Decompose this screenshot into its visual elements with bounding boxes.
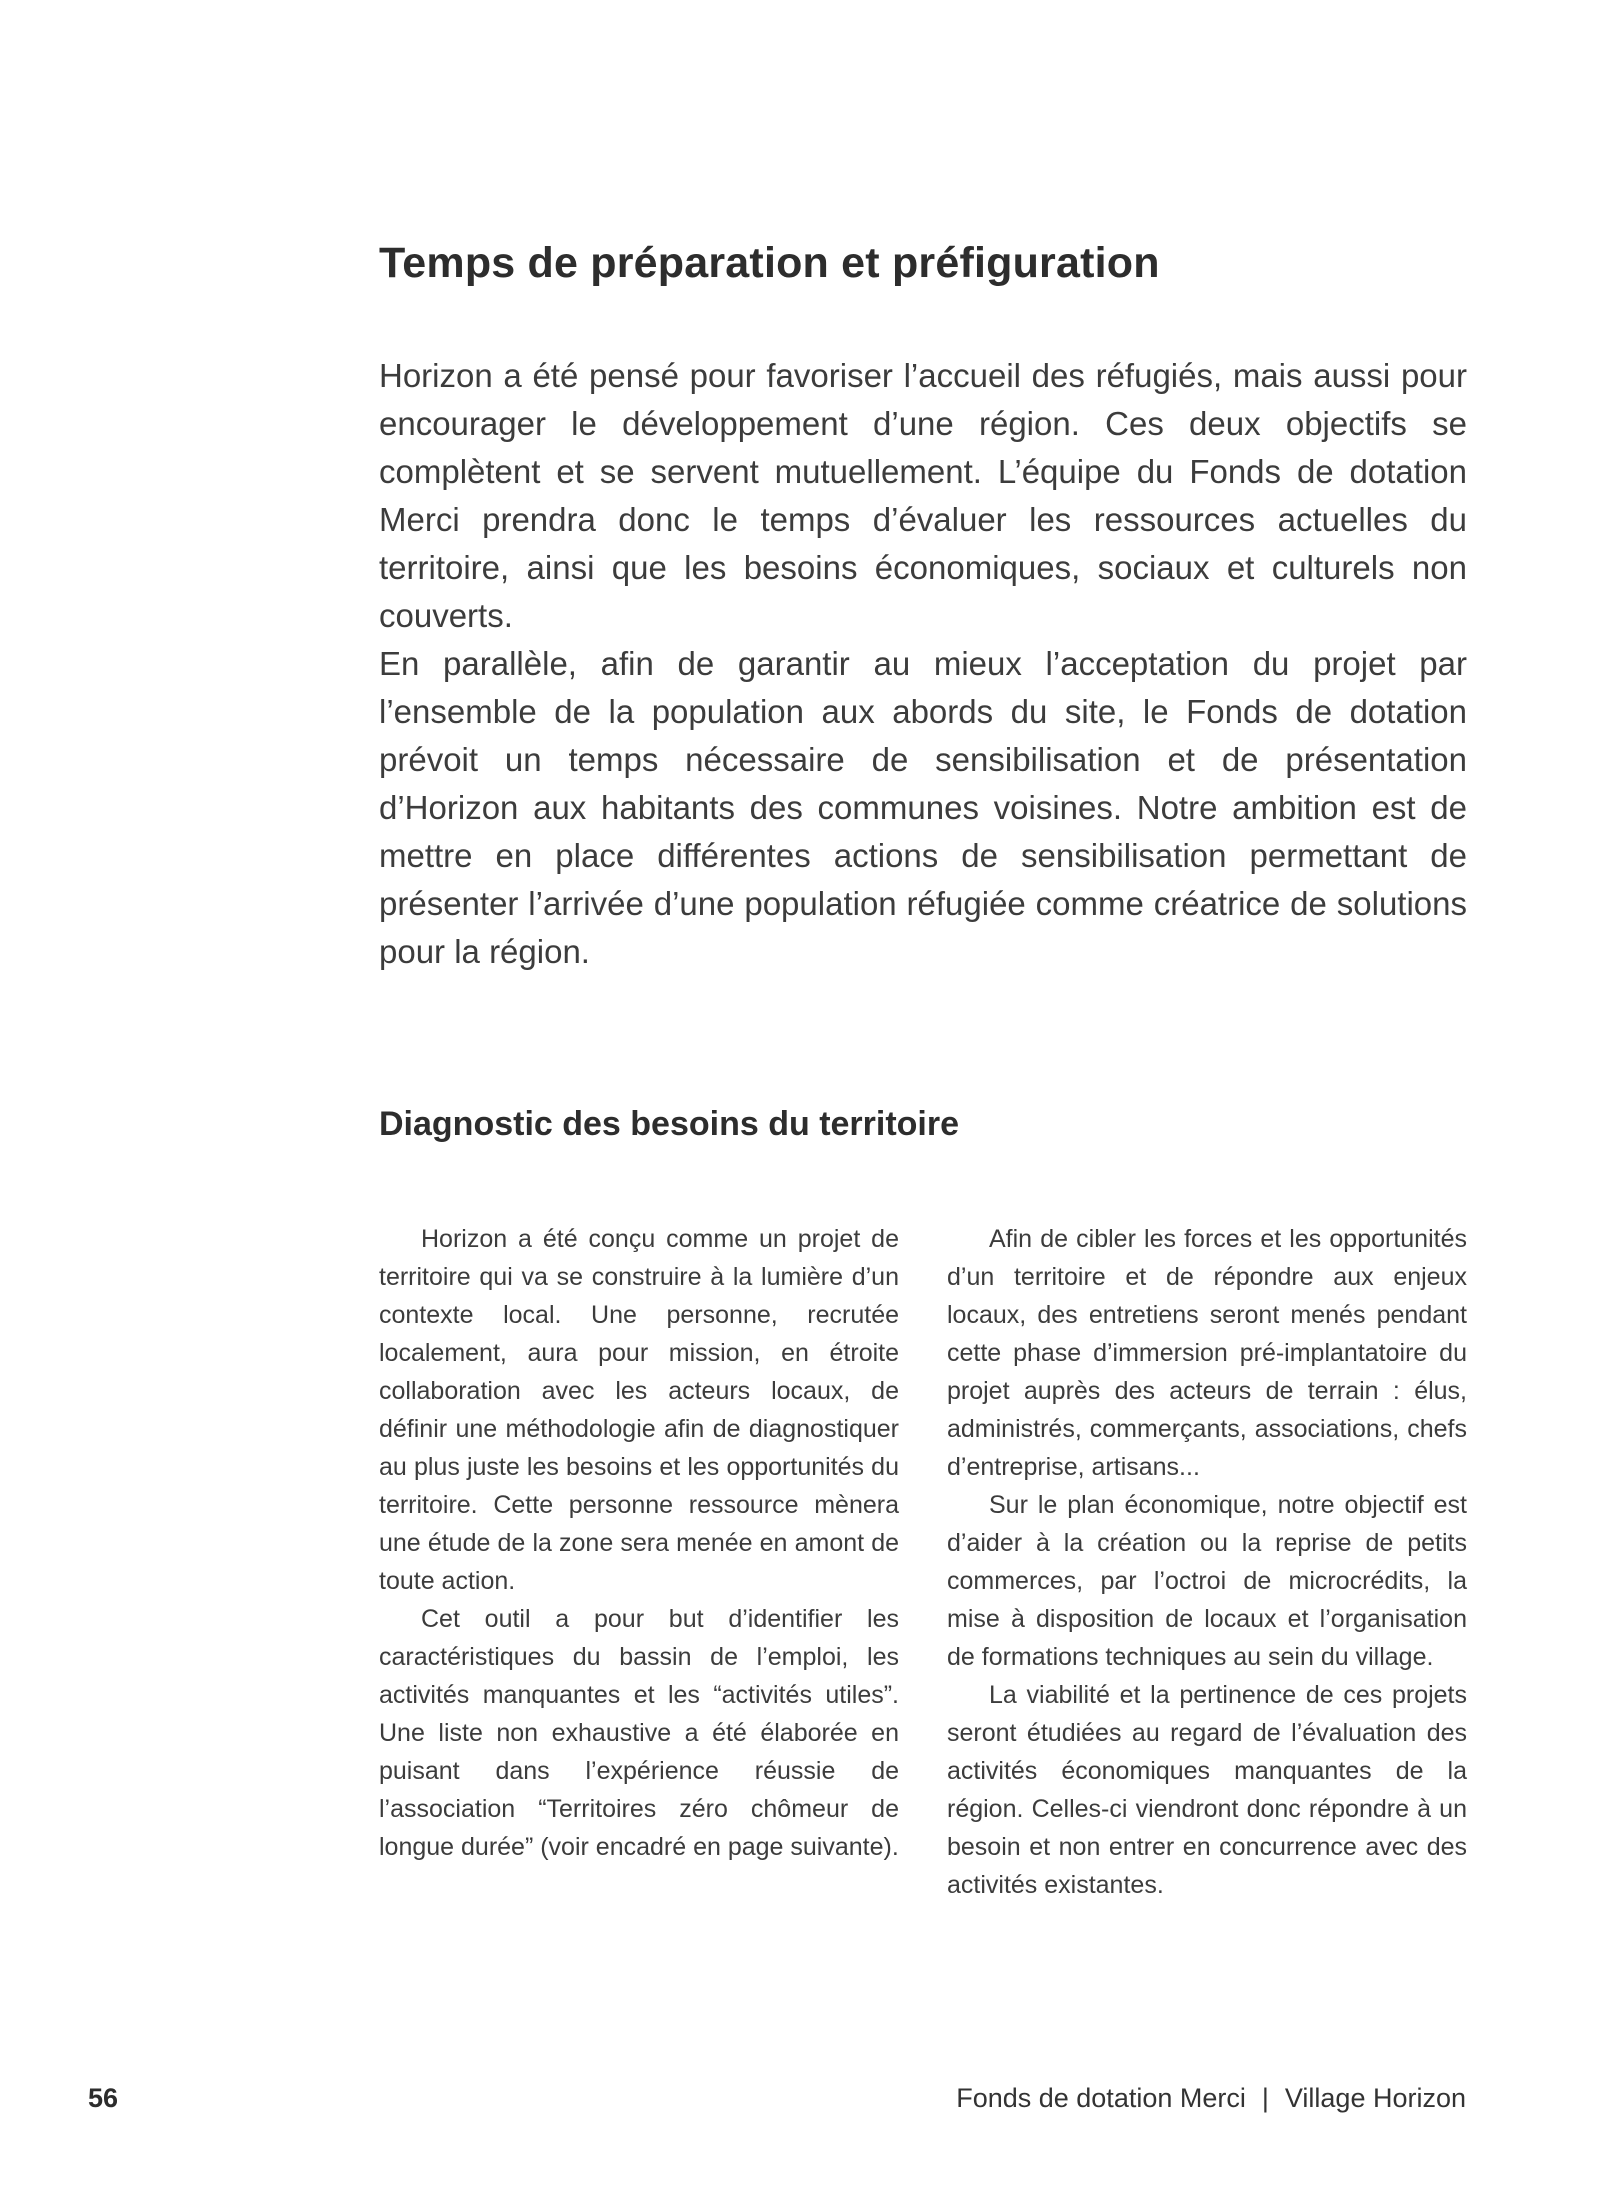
- intro-section: [379, 352, 1467, 976]
- right-column-paragraph-1: Afin de cibler les forces et les opportunités d’un territoire et de répondre aux enjeux locaux, des entretiens seront menés pendant cette phase d’immersion pré-implantatoire du projet auprès des acteurs de terrain : élus, administrés, commerçants, associations, chefs d’entreprise, artisans...: [947, 1225, 1467, 1481]
- page-number: 56: [88, 2083, 119, 2113]
- footer-separator: |: [1261, 2083, 1269, 2113]
- right-column: [947, 1220, 1467, 1904]
- page-title: Temps de préparation et préfiguration: [379, 239, 1160, 287]
- footer-running-title: [956, 2082, 1466, 2114]
- left-column-paragraph-1: Horizon a été conçu comme un projet de territoire qui va se construire à la lumière d’un contexte local. Une personne, recrutée localement, aura pour mission, en étroite collaboration avec les acteurs locaux, de définir une méthodologie afin de diagnostiquer au plus juste les besoins et les opportunités du territoire. Cette personne ressource mènera une étude de la zone sera menée en amont de toute action.: [379, 1225, 899, 1595]
- intro-paragraph-2: En parallèle, afin de garantir au mieux l’acceptation du projet par l’ensemble de la population aux abords du site, le Fonds de dotation prévoit un temps nécessaire de sensibilisation et de présentation d’Horizon aux habitants des communes voisines. Notre ambition est de mettre en place différentes actions de sensibilisation permettant de présenter l’arrivée d’une population réfugiée comme créatrice de solutions pour la région.: [379, 645, 1467, 970]
- left-column: [379, 1220, 899, 1904]
- footer-section-title: Village Horizon: [1284, 2083, 1466, 2113]
- intro-paragraph-1: Horizon a été pensé pour favoriser l’accueil des réfugiés, mais aussi pour encourager le développement d’une région. Ces deux objectifs se complètent et se servent mutuellement. L’équipe du Fonds de dotation Merci prendra donc le temps d’évaluer les ressources actuelles du territoire, ainsi que les besoins économiques, sociaux et culturels non couverts.: [379, 357, 1467, 634]
- right-column-paragraph-3: La viabilité et la pertinence de ces projets seront étudiées au regard de l’évaluation des activités économiques manquantes de la région. Celles-ci viendront donc répondre à un besoin et non entrer en concurrence avec des activités existantes.: [947, 1681, 1467, 1899]
- footer-brand: Fonds de dotation Merci: [956, 2083, 1246, 2113]
- right-column-paragraph-2: Sur le plan économique, notre objectif est d’aider à la création ou la reprise de petits commerces, par l’octroi de microcrédits, la mise à disposition de locaux et l’organisation de formations techniques au sein du village.: [947, 1491, 1467, 1671]
- section-heading: Diagnostic des besoins du territoire: [379, 1105, 960, 1143]
- page-content: [379, 238, 1467, 1904]
- left-column-paragraph-2: Cet outil a pour but d’identifier les caractéristiques du bassin de l’emploi, les activités manquantes et les “activités utiles”. Une liste non exhaustive a été élaborée en puisant dans l’expérience réussie de l’association “Territoires zéro chômeur de longue durée” (voir encadré en page suivante).: [379, 1605, 899, 1861]
- page-footer: [88, 2082, 1466, 2114]
- two-column-body: [379, 1220, 1467, 1904]
